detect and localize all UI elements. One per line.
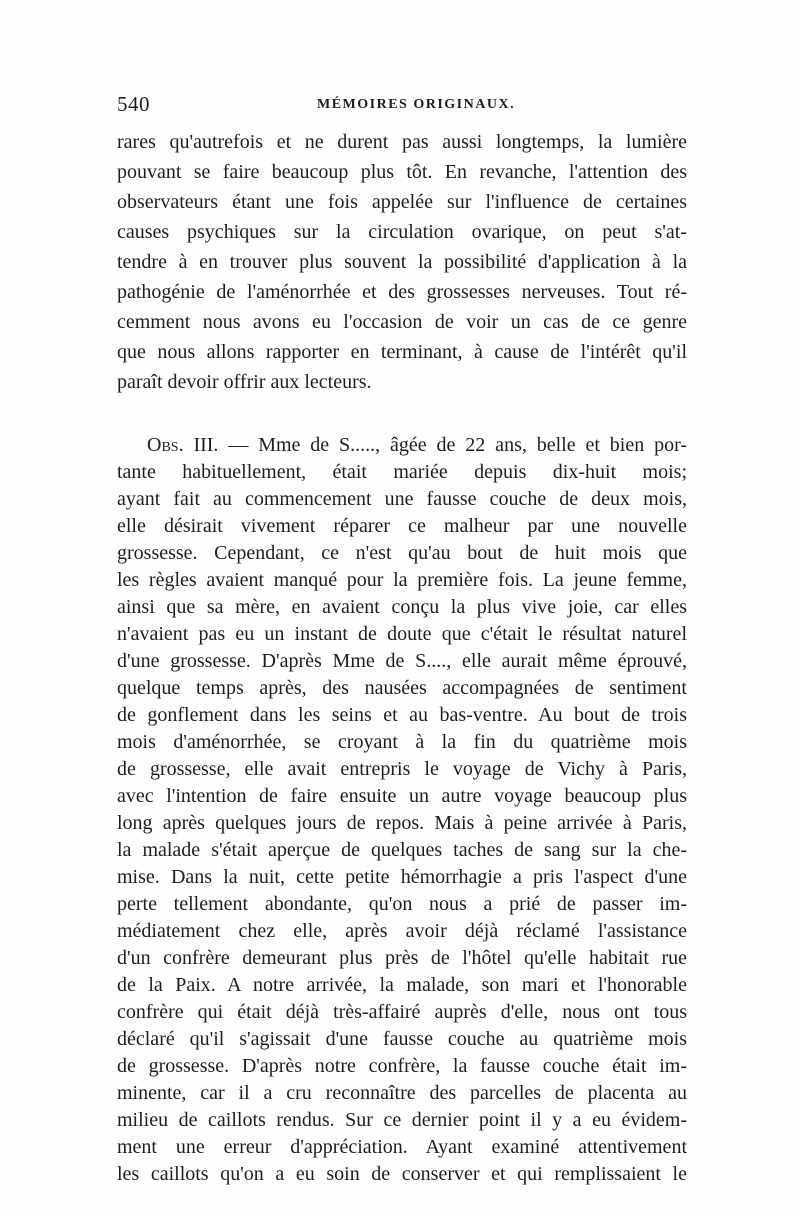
text-line: pathogénie de l'aménorrhée et des grossesses nerveuses. Tout ré- — [117, 281, 687, 303]
text-line: ainsi que sa mère, en avaient conçu la plus vive joie, car elles — [117, 596, 687, 618]
text-line: les règles avaient manqué pour la première fois. La jeune femme, — [117, 569, 687, 591]
text-line: de gonflement dans les seins et au bas-ventre. Au bout de trois — [117, 704, 687, 726]
text-line: mois d'aménorrhée, se croyant à la fin du quatrième mois — [117, 731, 687, 753]
text-line: la malade s'était aperçue de quelques taches de sang sur la che- — [117, 839, 687, 861]
text-line: ment une erreur d'appréciation. Ayant examiné attentivement — [117, 1136, 687, 1158]
text-line: de la Paix. A notre arrivée, la malade, son mari et l'honorable — [117, 974, 687, 996]
text-line: pouvant se faire beaucoup plus tôt. En revanche, l'attention des — [117, 161, 687, 183]
text-line: n'avaient pas eu un instant de doute que c'était le résultat naturel — [117, 623, 687, 645]
text-line: de grossesse, elle avait entrepris le voyage de Vichy à Paris, — [117, 758, 687, 780]
text-line: minente, car il a cru reconnaître des parcelles de placenta au — [117, 1082, 687, 1104]
text-line: quelque temps après, des nausées accompagnées de sentiment — [117, 677, 687, 699]
text-line: tendre à en trouver plus souvent la possibilité d'application à la — [117, 251, 687, 273]
text-line: elle désirait vivement réparer ce malheur par une nouvelle — [117, 515, 687, 537]
text-line: cemment nous avons eu l'occasion de voir un cas de ce genre — [117, 311, 687, 333]
running-title: MÉMOIRES ORIGINAUX. — [317, 97, 516, 112]
text-line: milieu de caillots rendus. Sur ce dernier point il y a eu évidem- — [117, 1109, 687, 1131]
text-line: tante habituellement, était mariée depuis dix-huit mois; — [117, 461, 687, 483]
text-line: causes psychiques sur la circulation ovarique, on peut s'at- — [117, 221, 687, 243]
text-line: confrère qui était déjà très-affairé auprès d'elle, nous ont tous — [117, 1001, 687, 1023]
text-line: mise. Dans la nuit, cette petite hémorrhagie a pris l'aspect d'une — [117, 866, 687, 888]
text-line: que nous allons rapporter en terminant, à cause de l'intérêt qu'il — [117, 341, 687, 363]
text-line: rares qu'autrefois et ne durent pas aussi longtemps, la lumière — [117, 131, 687, 153]
text-line: médiatement chez elle, après avoir déjà réclamé l'assistance — [117, 920, 687, 942]
text-line: de grossesse. D'après notre confrère, la fausse couche était im- — [117, 1055, 687, 1077]
text-line: grossesse. Cependant, ce n'est qu'au bout de huit mois que — [117, 542, 687, 564]
observation-first-line — [147, 430, 687, 460]
text-line: les caillots qu'on a eu soin de conserver et qui remplissaient le — [117, 1163, 687, 1185]
text-line: observateurs étant une fois appelée sur l'influence de certaines — [117, 191, 687, 213]
text-line: d'une grossesse. D'après Mme de S...., elle aurait même éprouvé, — [117, 650, 687, 672]
text-line: long après quelques jours de repos. Mais à peine arrivée à Paris, — [117, 812, 687, 834]
text-line: perte tellement abondante, qu'on nous a prié de passer im- — [117, 893, 687, 915]
text-line: d'un confrère demeurant plus près de l'hôtel qu'elle habitait rue — [117, 947, 687, 969]
text-line: ayant fait au commencement une fausse couche de deux mois, — [117, 488, 687, 510]
page-number: 540 — [117, 92, 150, 116]
text-line: déclaré qu'il s'agissait d'une fausse couche au quatrième mois — [117, 1028, 687, 1050]
text-line: paraît devoir offrir aux lecteurs. — [117, 371, 372, 393]
page-header — [117, 92, 687, 120]
observation-label: Obs. III. — [147, 434, 219, 456]
observation-first-line-text: — Mme de S....., âgée de 22 ans, belle et bien por- — [228, 434, 688, 456]
text-line: avec l'intention de faire ensuite un autre voyage beaucoup plus — [117, 785, 687, 807]
